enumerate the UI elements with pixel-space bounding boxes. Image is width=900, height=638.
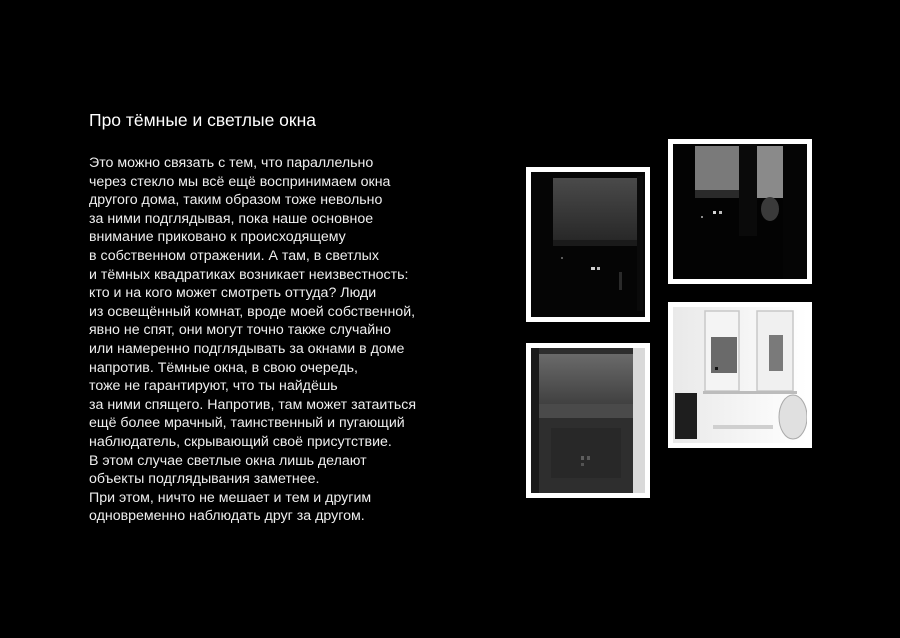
paragraph-line: кто и на кого может смотреть оттуда? Люди — [89, 285, 377, 302]
photo-grainy-window-view — [526, 343, 650, 498]
paragraph-line: в собственном отражении. А там, в светлых — [89, 247, 379, 264]
paragraph-line: При этом, ничто не мешает и тем и другим — [89, 489, 372, 506]
paragraph-line: одновременно наблюдать друг за другом. — [89, 508, 365, 525]
photo-dark-window-night-image — [531, 172, 645, 317]
photo-curtained-window-night — [668, 139, 812, 284]
paragraph-line: тоже не гарантируют, что ты найдёшь — [89, 378, 338, 395]
paragraph-line: объекты подглядывания заметнее. — [89, 471, 320, 488]
paragraph-line: за ними спящего. Напротив, там может затаиться — [89, 396, 417, 413]
paragraph-line: другого дома, таким образом тоже невольно — [89, 192, 383, 209]
body-paragraph — [89, 154, 469, 526]
paragraph-line: из освещённый комнат, вроде моей собственной, — [89, 303, 416, 320]
paragraph-line: или намеренно подглядывать за окнами в доме — [89, 340, 405, 357]
photo-bright-interior-window — [668, 302, 812, 448]
paragraph-line: В этом случае светлые окна лишь делают — [89, 452, 367, 469]
photo-grainy-window-view-image — [531, 348, 645, 493]
paragraph-line: явно не спят, они могут точно также случайно — [89, 322, 391, 339]
paragraph-line: наблюдатель, скрывающий своё присутствие. — [89, 433, 392, 450]
paragraph-line: напротив. Тёмные окна, в свою очередь, — [89, 359, 358, 376]
paragraph-line: через стекло мы всё ещё воспринимаем окна — [89, 173, 391, 190]
paragraph-line: за ними подглядывая, пока наше основное — [89, 210, 374, 227]
photo-bright-interior-window-image — [673, 307, 807, 443]
paragraph-line: и тёмных квадратиках возникает неизвестность: — [89, 266, 409, 283]
paragraph-line: Это можно связать с тем, что параллельно — [89, 155, 374, 171]
paragraph-line: внимание приковано к происходящему — [89, 229, 346, 246]
photo-curtained-window-night-image — [673, 144, 807, 279]
paragraph-line: ещё более мрачный, таинственный и пугающий — [89, 415, 405, 432]
photo-dark-window-night — [526, 167, 650, 322]
page-title: Про тёмные и светлые окна — [89, 110, 316, 130]
